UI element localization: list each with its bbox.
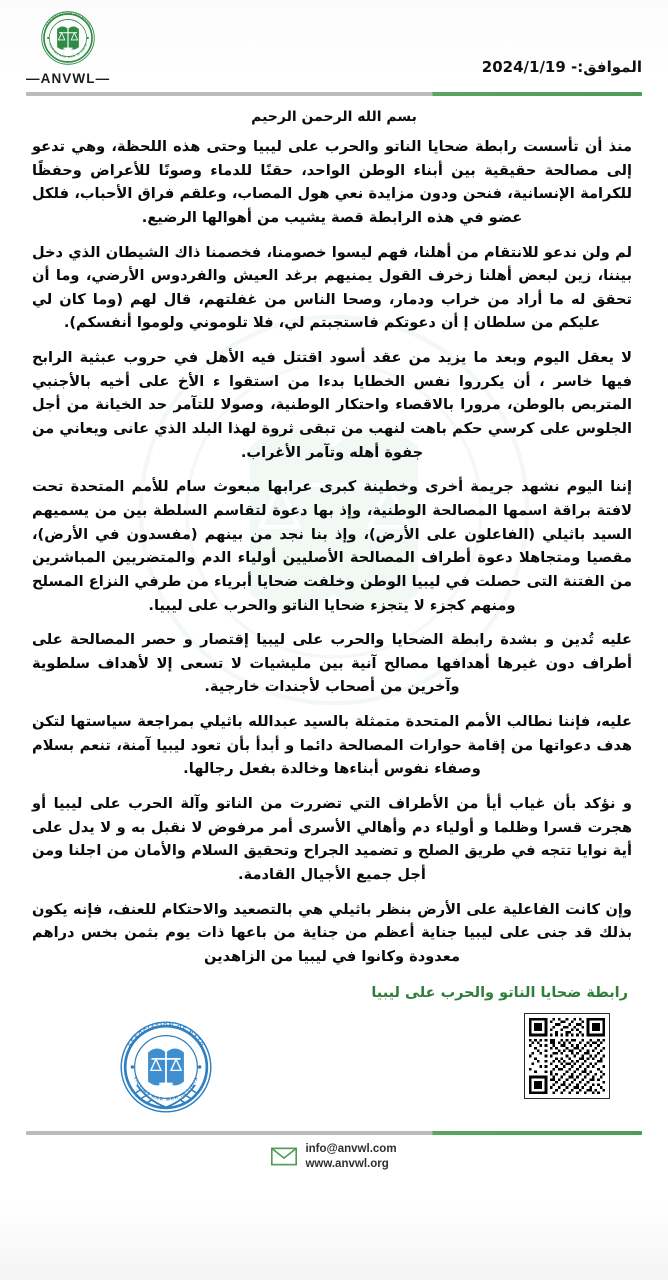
paragraph: و نؤكد بأن غياب أيأ من الأطراف التي تضررت من الناتو وآلة الحرب على ليبيا أو هجرت قسرا وظلما و أولياء دم وأهالي الأسرى أمر مرفوض لا نقبل به و لا يدل على أية نوايا تتجه في طريق الصلح و تضميد الجراح وتحقيق السلام والأمان من اجلنا ومن أجل جميع الأجيال القادمة. xyxy=(32,795,632,883)
association-stamp-icon xyxy=(110,1011,222,1123)
logo-wordmark: —ANVWL— xyxy=(26,71,111,86)
organization-logo xyxy=(26,6,110,86)
date-label: الموافق:- xyxy=(571,58,642,76)
website-url[interactable]: www.anvwl.org xyxy=(305,1157,389,1170)
contact-info xyxy=(305,1142,396,1173)
paragraph: منذ أن تأسست رابطة ضحايا الناتو والحرب على ليبيا وحتى هذه اللحظة، وهي تدعو إلى مصالحة حقيقية بين أبناء الوطن الواحد، حقنًا للدماء وصونًا للأعراض وحفظًا للكرامة الإنسانية، فنحن ودون مزايدة نعي هول المصاب، وعلقم فراق الأحباب، فلكل عضو في هذه الرابطة قصة يشيب من أهوالها الرضيع. xyxy=(32,138,632,226)
official-stamp xyxy=(110,1011,222,1123)
paragraph: لم ولن ندعو للانتقام من أهلنا، فهم ليسوا خصومنا، فخصمنا ذاك الشيطان الذي دخل بيننا، زين لبعض أهلنا زخرف القول يمنيهم برغد العيش والفردوس الأرضي، وما أن تحقق له ما أراد من خراب ودمار، وصحا الناس من غفلتهم، قال لهم (وما كان لي عليكم من سلطان إ أن دعوتكم فاستجبتم لي، فلا تلوموني ولوموا أنفسكم). xyxy=(32,243,632,332)
footer-divider xyxy=(26,1131,642,1135)
paragraph: لا يعقل اليوم وبعد ما يزيد من عقد أسود اقتتل فيه الأهل في حروب عبثية الرابح فيها خاسر ، أن يكرروا نفس الخطايا بدءا من استقوا ء الأخ على أخيه بالأجنبي المتربص بالوطن، مرورا بالاقصاء واحتكار الوطنية، وصولا للتآمر حد الخيانة من أجل الجلوس على كرسي حكم باهت لنهب من تبقى ثروة لهذا البلد الذي عانى ويعاني من جفوة أهله وتآمر الأغراب. xyxy=(32,349,632,461)
svg-text:VICTIMS AND WAR IN LIBYA: VICTIMS AND WAR IN LIBYA xyxy=(48,42,89,59)
svg-text:VICTIMS AND WAR IN LIBYA: VICTIMS AND WAR IN LIBYA xyxy=(132,1075,200,1102)
paragraph: إننا اليوم نشهد جريمة أخرى وخطينة كبرى عرابها مبعوث سام للأمم المتحدة تحت لافتة براقة اسمها المصالحة الوطنية، وإذ بها دعوة لتقاسم السلطة بين من يسميهم السيد باثيلي (الفاعلون على الأرض)، وإذ بنا نجد من بينهم (مفسدون في الأرض)، مقصيا ومتجاهلا دعوة أطراف المصالحة الأصليين أولياء الدم والمتضريين المباشرين من الفتنة التى حصلت في ليبيا الوطن وخلفت ضحايا أبرياء من طرفي النزاع المسلح ومنهم كجزء لا يتجزء ضحايا الناتو والحرب على ليبيا. xyxy=(32,478,632,614)
paragraph: عليه تُدين و بشدة رابطة الضحايا والحرب على ليبيا إقتصار و حصر المصالحة على أطراف دون غيرها أهدافها مصالح آنية بين مليشيات لا تسعى إلا لأهداف سلطوية وآخرين من أصحاب لأجندات خارجية. xyxy=(32,631,632,696)
paragraph: عليه، فإننا نطالب الأمم المتحدة متمثلة بالسيد عبدالله باثيلي بمراجعة سياستها لتكن هدف دعواتها من إقامة حوارات المصالحة دائما و أبدأ بأن تعود ليبيا آمنة، تنعم بسلام وصفاء نفوس أبناءها وخالدة بفعل رجالها. xyxy=(32,713,632,778)
document-date xyxy=(482,58,642,76)
document-footer xyxy=(0,1142,668,1173)
svg-text:ASSOCIATION OF NATO: ASSOCIATION OF NATO xyxy=(44,11,92,28)
date-value: 2024/1/19 xyxy=(481,58,566,76)
header-divider xyxy=(26,92,642,96)
paragraph: وإن كانت الفاعلية على الأرض بنظر باثيلي هي بالتصعيد والاحتكام للعنف، فإنه يكون بذلك قد جنى على ليبيا جناية أعظم من جناية من باعها ذات يوم بثمن بخس دراهم معدودة وكانوا في ليبيا من الزاهدين xyxy=(32,900,632,965)
envelope-icon xyxy=(271,1147,297,1166)
qr-code-icon xyxy=(529,1018,605,1094)
association-seal-icon xyxy=(36,6,100,70)
email-address[interactable]: info@anvwl.com xyxy=(305,1142,397,1155)
signature-line: رابطة ضحايا الناتو والحرب على ليبيا xyxy=(371,984,628,1001)
basmala-line: بسم الله الرحمن الرحيم xyxy=(251,109,417,125)
qr-code[interactable] xyxy=(524,1013,610,1099)
document-body xyxy=(0,135,668,969)
stamp-and-qr-row xyxy=(0,1007,668,1125)
svg-text:ASSOCIATION OF NATO: ASSOCIATION OF NATO xyxy=(127,1022,205,1049)
document-header xyxy=(0,0,668,92)
